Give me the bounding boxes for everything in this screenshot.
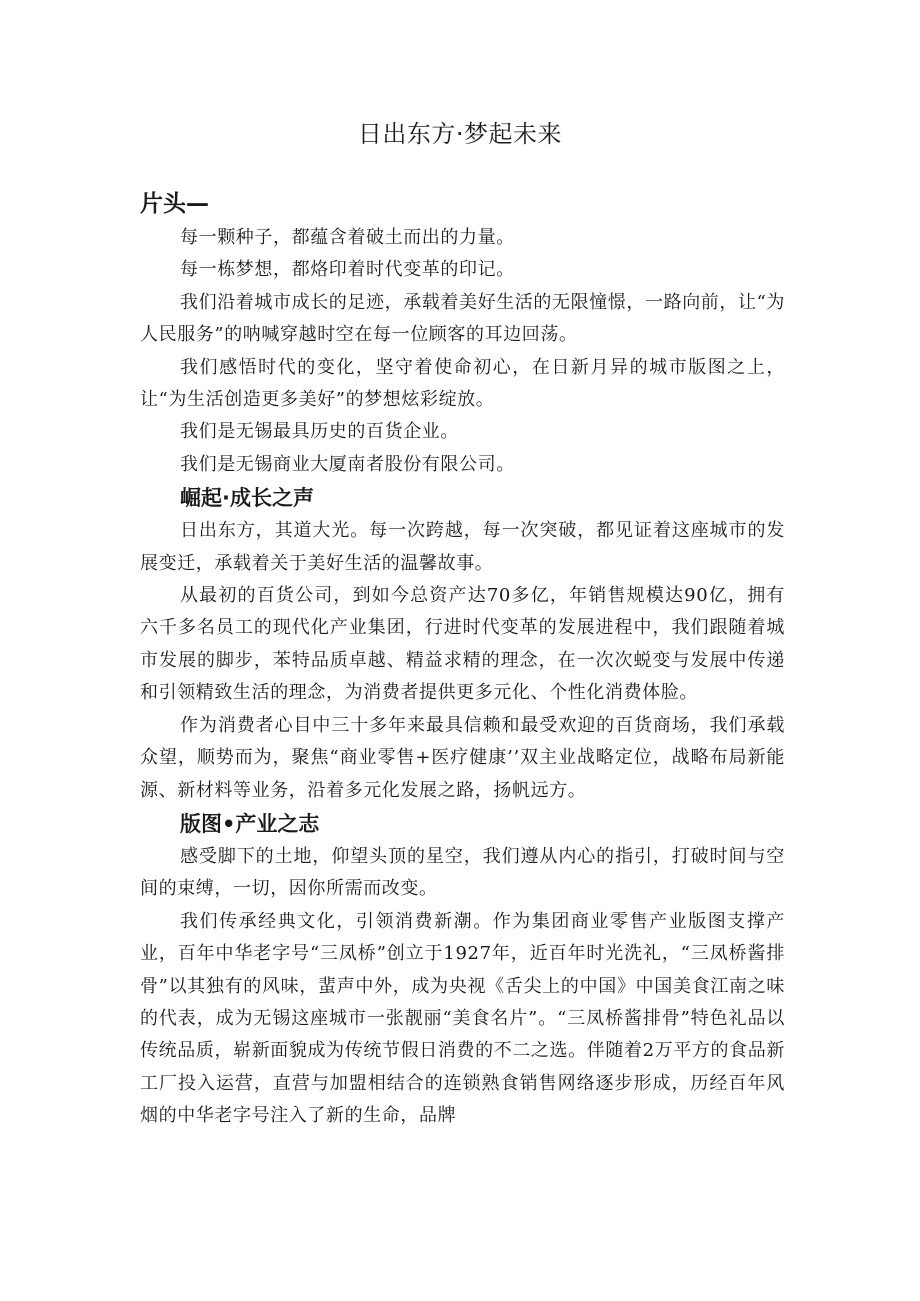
section-intro	[140, 186, 785, 481]
paragraph: 我们感悟时代的变化，坚守着使命初心，在日新月异的城市版图之上，让“为生活创造更多美好”的梦想炫彩绽放。	[140, 356, 785, 411]
document-body	[140, 186, 785, 1133]
section-heading-rise: 崛起·成长之声	[180, 486, 314, 511]
section-heading-intro: 片头—	[140, 191, 209, 217]
document-title: 日出东方·梦起未来	[357, 120, 563, 148]
paragraph: 我们传承经典文化，引领消费新潮。作为集团商业零售产业版图支撑产业，百年中华老字号“三凤桥”创立于1927年，近百年时光洗礼，“三凤桥酱排骨”以其独有的风味，蜚声中外，成为央视《舌尖上的中国》中国美食江南之味的代表，成为无锡这座城市一张靓丽“美食名片”。“三凤桥酱排骨”特色礼品以传统品质，崭新面貌成为传统节假日消费的不二之选。伴随着2万平方的食品新工厂投入运营，直营与加盟相结合的连锁熟食销售网络逐步形成，历经百年风烟的中华老字号注入了新的生命，品牌	[140, 910, 785, 1127]
paragraph: 从最初的百货公司，到如今总资产达70多亿，年销售规模达90亿，拥有六千多名员工的现代化产业集团，行进时代变革的发展进程中，我们跟随着城市发展的脚步，苯特品质卓越、精益求精的理念，在一次次蜕变与发展中传递和引领精致生活的理念，为消费者提供更多元化、个性化消费体脸。	[140, 585, 785, 704]
paragraph: 感受脚下的土地，仰望头顶的星空，我们遵从内心的指引，打破时间与空间的束缚，一切，因你所需而改变。	[140, 845, 785, 900]
section-rise	[140, 481, 785, 807]
paragraph: 每一栋梦想，都烙印着时代变革的印记。	[180, 259, 515, 281]
paragraph: 日出东方，其道大光。每一次跨越，每一次突破，都见证着这座城市的发展变迁，承载着关于美好生活的温馨故事。	[140, 520, 785, 574]
paragraph: 作为消费者心目中三十多年来最具信赖和最受欢迎的百货商场，我们承载众望，顺势而为，聚焦“商业零售+医疗健康’’双主业战略定位，战略布局新能源、新材料等业务，沿着多元化发展之路，扬帆远方。	[140, 714, 785, 801]
section-heading-territory: 版图•产业之志	[180, 811, 320, 836]
section-territory	[140, 807, 785, 1133]
paragraph: 我们是无锡最具历史的百货企业。	[180, 421, 459, 443]
paragraph: 每一颗种子，都蕴含着破土而出的力量。	[180, 227, 515, 248]
paragraph: 我们是无锡商业大厦南者股份有限公司。	[180, 453, 515, 475]
paragraph: 我们沿着城市成长的足迹，承载着美好生活的无限憧憬，一路向前，让“为人民服务”的呐喊穿越时空在每一位顾客的耳边回荡。	[140, 291, 785, 346]
